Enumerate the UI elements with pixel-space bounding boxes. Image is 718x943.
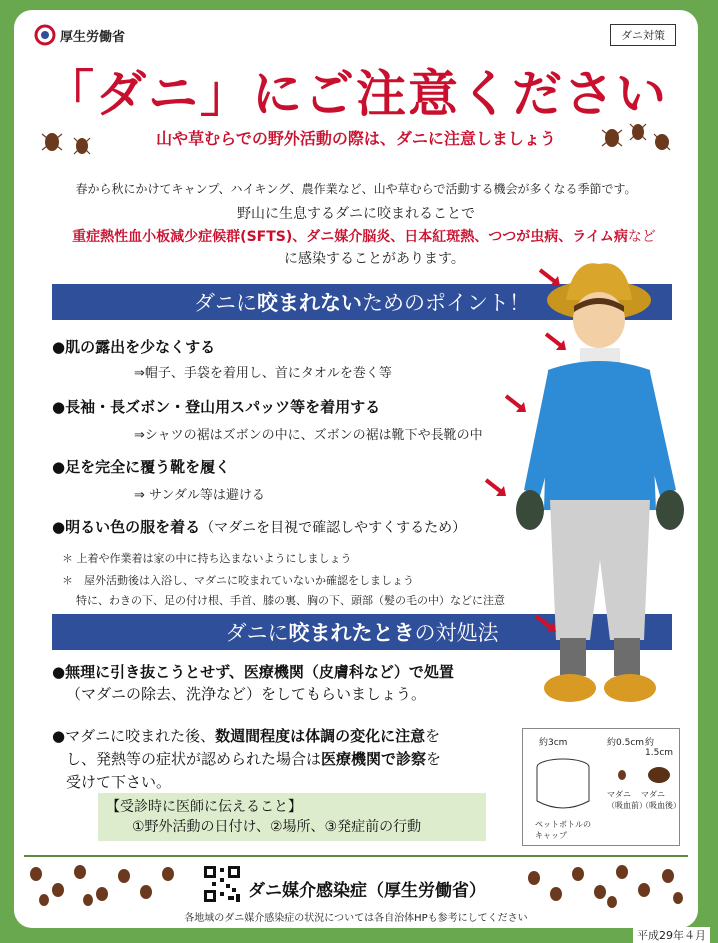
- caution-note: ＊ 上着や作業着は家の中に持ち込まないようにしましょう: [62, 552, 352, 565]
- doctor-info-title: 【受診時に医師に伝えること】: [106, 799, 302, 815]
- point-item: [52, 516, 466, 537]
- ministry-emblem-icon: [34, 24, 56, 46]
- size-label: 約3cm: [539, 738, 568, 748]
- ministry-name: 厚生労働省: [60, 29, 126, 45]
- poster-sheet: [14, 10, 698, 928]
- point-title: ●明るい色の服を着る: [52, 518, 201, 536]
- point-title: ●長袖・長ズボン・登山用スパッツ等を着用する: [52, 398, 381, 416]
- issue-date: 平成29年４月: [633, 927, 710, 943]
- tick-cluster-icon: [24, 860, 184, 910]
- point-detail: ⇒帽子、手袋を着用し、首にタオルを巻く等: [134, 366, 392, 381]
- treatment-item-2: [52, 726, 440, 747]
- doctor-info-body: ①野外活動の日付け、②場所、③発症前の行動: [132, 819, 422, 835]
- person-illustration-icon: [494, 260, 694, 730]
- page-title: 「ダニ」にご注意ください: [44, 65, 668, 123]
- engorged-tick-icon: [645, 765, 671, 785]
- caution-note: ＊ 屋外活動後は入浴し、マダニに咬まれていないか確認をしましょう: [62, 574, 414, 587]
- pointer-arrow-icon: [484, 478, 508, 498]
- text-emphasis: 医療機関で診察: [321, 750, 427, 768]
- intro-line-3: に感染することがあります。: [284, 251, 465, 267]
- pointer-arrow-icon: [544, 332, 568, 352]
- heading-part: ためのポイント！: [362, 291, 530, 315]
- heading-part: ダニに: [194, 291, 257, 315]
- disease-list: [24, 226, 698, 246]
- text-emphasis: 数週間程度は体調の変化に注意: [215, 727, 426, 745]
- tick-before-label: マダニ （吸血前）: [607, 790, 647, 810]
- footer-title: ダニ媒介感染症（厚生労働省）: [248, 881, 486, 901]
- heading-emphasis: 咬まれたとき: [288, 621, 415, 645]
- heading-emphasis: 咬まれない: [257, 291, 362, 315]
- point-detail: ⇒シャツの裾はズボンの中に、ズボンの裾は靴下や長靴の中: [134, 428, 483, 443]
- size-label: 約1.5cm: [645, 738, 674, 758]
- intro-line-1: 春から秋にかけてキャンプ、ハイキング、農作業など、山や草むらで活動する機会が多くなる季節です。: [75, 182, 637, 196]
- bottle-label: ペットボトルの キャップ: [535, 820, 591, 840]
- point-title: ●足を完全に覆う靴を履く: [52, 458, 231, 476]
- treatment-item-2-cont: [66, 749, 441, 770]
- caution-note: 特に、わきの下、足の付け根、手首、膝の裏、胸の下、頭部（髪の毛の中）などに注意: [76, 594, 505, 607]
- small-tick-icon: [615, 769, 629, 781]
- footer-note: 各地域のダニ媒介感染症の状況については各自治体HPも参考にしてください: [184, 913, 528, 924]
- point-detail: ⇒ サンダル等は避ける: [134, 488, 265, 503]
- pointer-arrow-icon: [538, 268, 562, 288]
- footer-divider: [24, 855, 688, 857]
- text-part: ●マダニに咬まれた後、: [52, 727, 216, 745]
- heading-part: ダニに: [225, 621, 289, 645]
- tick-size-comparison: [522, 728, 680, 846]
- qr-code-icon[interactable]: [202, 864, 242, 904]
- disease-suffix: など: [627, 229, 656, 245]
- category-tag: ダニ対策: [610, 24, 676, 46]
- pointer-arrow-icon: [504, 394, 528, 414]
- tick-after-label: マダニ （吸血後）: [641, 790, 681, 810]
- treatment-item-1: ●無理に引き抜こうとせず、医療機関（皮膚科など）で処置: [52, 663, 454, 681]
- disease-names: 重症熱性血小板減少症候群(SFTS)、ダニ媒介脳炎、日本紅斑熱、つつが虫病、ライム病: [72, 229, 628, 245]
- text-part: し、発熱等の症状が認められた場合は: [66, 750, 322, 768]
- intro-line-2: 野山に生息するダニに咬まれることで: [237, 206, 475, 222]
- size-label: 約0.5cm: [607, 738, 645, 748]
- heading-part: の対処法: [414, 621, 499, 645]
- ministry-logo: [34, 24, 125, 46]
- treatment-item-1-cont: （マダニの除去、洗浄など）をしてもらいましょう。: [66, 685, 427, 703]
- doctor-info-box: [98, 793, 486, 841]
- bottle-cap-icon: [533, 757, 593, 815]
- point-title: ●肌の露出を少なくする: [52, 338, 216, 356]
- pointer-arrow-icon: [534, 614, 558, 634]
- subtitle: 山や草むらでの野外活動の際は、ダニに注意しましょう: [156, 129, 556, 148]
- text-part: を: [426, 750, 442, 768]
- point-note: （マダニを目視で確認しやすくするため）: [200, 520, 467, 536]
- treatment-item-2-cont: 受けて下さい。: [66, 773, 172, 791]
- text-part: を: [425, 727, 441, 745]
- tick-cluster-icon: [522, 860, 688, 910]
